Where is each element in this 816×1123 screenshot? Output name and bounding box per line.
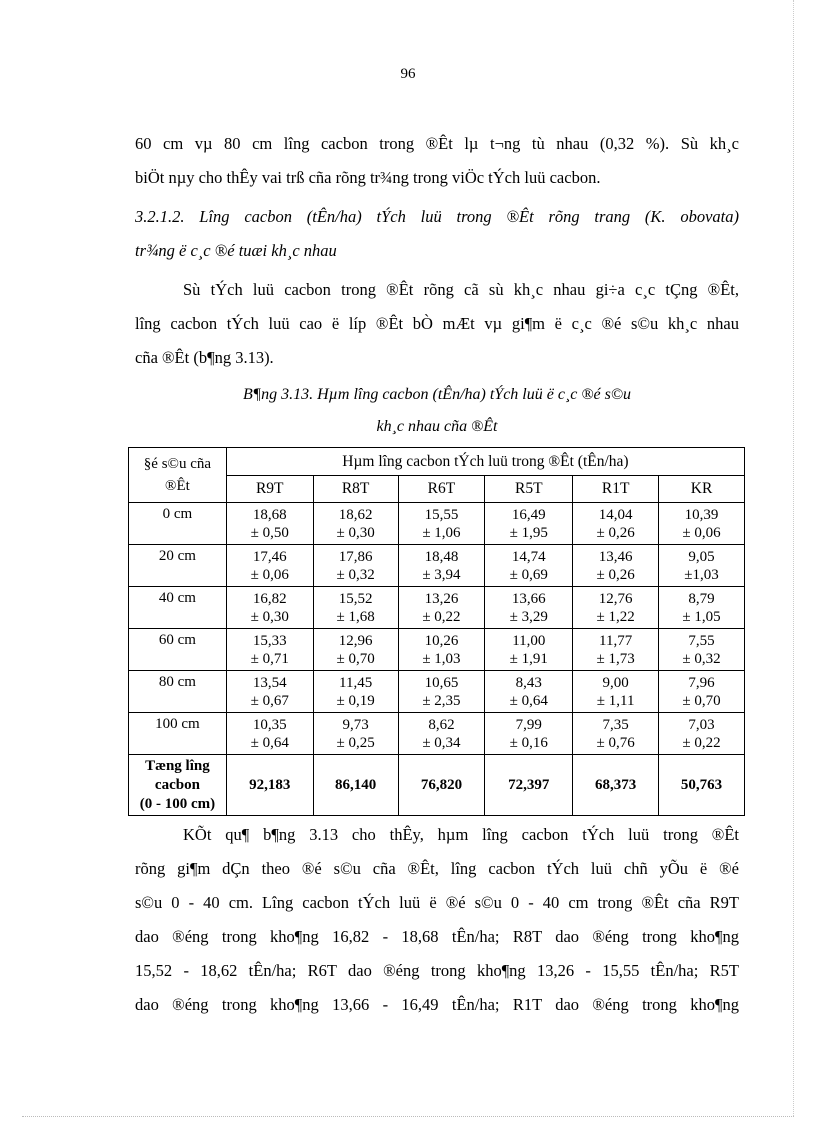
error-value: ± 0,70 (336, 650, 375, 667)
mean-value: 9,00 (602, 674, 629, 691)
error-value: ± 0,06 (250, 566, 289, 583)
value-cell (485, 671, 573, 713)
value-cell (398, 545, 485, 587)
value-cell (226, 545, 313, 587)
error-value: ± 2,35 (422, 692, 461, 709)
page-number: 96 (400, 66, 416, 82)
mean-value: 10,65 (424, 674, 459, 691)
value-cell (226, 671, 313, 713)
value-cell (226, 713, 313, 755)
table-row (129, 587, 745, 629)
value-cell (659, 629, 745, 671)
total-label-line: Tæng lîng (145, 757, 210, 774)
value-cell (573, 545, 659, 587)
error-value: ± 0,06 (682, 524, 721, 541)
value-cell (313, 671, 398, 713)
column-header: KR (659, 476, 745, 503)
error-value: ± 1,22 (596, 608, 635, 625)
value-cell (398, 671, 485, 713)
table-row (129, 671, 745, 713)
value-cell (313, 587, 398, 629)
error-value: ± 1,91 (509, 650, 548, 667)
column-header: R5T (485, 476, 573, 503)
paragraph-line: s©u 0 - 40 cm. Lîng cacbon tÝch luü ë ®é s©u 0 - 40 cm trong ®Êt cña R9T (135, 893, 739, 912)
error-value: ± 3,94 (422, 566, 461, 583)
value-cell (573, 503, 659, 545)
mean-value: 7,03 (688, 716, 715, 733)
value-cell (573, 629, 659, 671)
paragraph-line: lîng cacbon tÝch luü cao ë líp ®Êt bÒ mÆt vµ gi¶m ë c¸c ®é s©u kh¸c nhau (135, 314, 739, 333)
mean-value: 9,73 (342, 716, 369, 733)
mean-value: 13,46 (598, 548, 633, 565)
value-cell (485, 629, 573, 671)
error-value: ± 0,26 (596, 566, 635, 583)
mean-value: 15,52 (338, 590, 373, 607)
paragraph-line: KÕt qu¶ b¶ng 3.13 cho thÊy, hµm lîng cacbon tÝch luü trong ®Êt (183, 825, 739, 844)
error-value: ± 1,73 (596, 650, 635, 667)
mean-value: 13,26 (424, 590, 459, 607)
mean-value: 15,33 (252, 632, 287, 649)
paragraph-line: Sù tÝch luü cacbon trong ®Êt rõng cã sù kh¸c nhau gi÷a c¸c tÇng ®Êt, (183, 280, 739, 299)
mean-value: 17,46 (252, 548, 287, 565)
mean-value: 14,04 (598, 506, 633, 523)
mean-value: 18,68 (252, 506, 287, 523)
mean-value: 17,86 (338, 548, 373, 565)
depth-cell: 80 cm (129, 671, 227, 713)
paragraph-intro (135, 273, 739, 375)
depth-cell: 100 cm (129, 713, 227, 755)
error-value: ± 0,70 (682, 692, 721, 709)
error-value: ± 0,19 (336, 692, 375, 709)
error-value: ± 0,76 (596, 734, 635, 751)
value-cell (573, 671, 659, 713)
caption-line: B¶ng 3.13. Hµm lîng cacbon (tÊn/ha) tÝch luü ë c¸c ®é s©u (242, 386, 632, 403)
value-cell (659, 587, 745, 629)
error-value: ± 0,50 (250, 524, 289, 541)
group-header: Hµm lîng cacbon tÝch luü trong ®Êt (tÊn/ha) (226, 448, 744, 476)
mean-value: 16,49 (511, 506, 546, 523)
depth-cell: 40 cm (129, 587, 227, 629)
mean-value: 7,96 (688, 674, 715, 691)
column-header: R6T (398, 476, 485, 503)
value-cell (226, 629, 313, 671)
error-value: ± 1,11 (596, 692, 635, 709)
mean-value: 7,99 (515, 716, 542, 733)
error-value: ±1,03 (684, 566, 719, 583)
paragraph-line: dao ®éng trong kho¶ng 16,82 - 18,68 tÊn/ha; R8T dao ®éng trong kho¶ng (135, 927, 739, 946)
paragraph-line: cña ®Êt (b¶ng 3.13). (135, 348, 274, 367)
paragraph-line: rõng gi¶m dÇn theo ®é s©u cña ®Êt, lîng cacbon tÝch luü chñ yÕu ë ®é (135, 859, 739, 878)
mean-value: 8,43 (515, 674, 542, 691)
error-value: ± 0,30 (250, 608, 289, 625)
error-value: ± 0,67 (250, 692, 289, 709)
error-value: ± 0,22 (682, 734, 721, 751)
mean-value: 11,77 (599, 632, 633, 649)
value-cell (398, 587, 485, 629)
mean-value: 13,66 (511, 590, 546, 607)
value-cell (485, 713, 573, 755)
mean-value: 8,79 (688, 590, 715, 607)
paragraph-line: 15,52 - 18,62 tÊn/ha; R6T dao ®éng trong kho¶ng 13,26 - 15,55 tÊn/ha; R5T (135, 961, 739, 980)
column-header: R8T (313, 476, 398, 503)
value-cell (573, 713, 659, 755)
value-cell (659, 503, 745, 545)
depth-cell: 0 cm (129, 503, 227, 545)
column-header: R9T (226, 476, 313, 503)
mean-value: 12,96 (338, 632, 373, 649)
value-cell (485, 545, 573, 587)
value-cell (398, 503, 485, 545)
heading-line: tr¾ng ë c¸c ®é tuæi kh¸c nhau (135, 241, 337, 260)
mean-value: 16,82 (252, 590, 287, 607)
total-label-line: (0 - 100 cm) (139, 795, 216, 812)
error-value: ± 0,32 (682, 650, 721, 667)
value-cell (313, 503, 398, 545)
total-cell: 92,183 (226, 755, 313, 816)
value-cell (573, 587, 659, 629)
paragraph-line: dao ®éng trong kho¶ng 13,66 - 16,49 tÊn/ha; R1T dao ®éng trong kho¶ng (135, 995, 739, 1014)
error-value: ± 1,95 (509, 524, 548, 541)
total-cell: 68,373 (573, 755, 659, 816)
mean-value: 18,48 (424, 548, 459, 565)
value-cell (659, 545, 745, 587)
mean-value: 10,39 (684, 506, 719, 523)
mean-value: 8,62 (428, 716, 455, 733)
depth-header: §é s©u cña ®Êt (129, 448, 227, 503)
error-value: ± 0,71 (250, 650, 289, 667)
mean-value: 13,54 (252, 674, 287, 691)
total-cell: 50,763 (659, 755, 745, 816)
error-value: ± 3,29 (509, 608, 548, 625)
value-cell (485, 587, 573, 629)
depth-cell: 60 cm (129, 629, 227, 671)
column-header: R1T (573, 476, 659, 503)
value-cell (226, 503, 313, 545)
heading-line: 3.2.1.2. Lîng cacbon (tÊn/ha) tÝch luü trong ®Êt rõng trang (K. obovata) (135, 207, 739, 226)
mean-value: 7,35 (602, 716, 629, 733)
mean-value: 7,55 (688, 632, 715, 649)
value-cell (659, 713, 745, 755)
error-value: ± 0,64 (509, 692, 548, 709)
mean-value: 18,62 (338, 506, 373, 523)
total-label (129, 755, 227, 816)
error-value: ± 0,64 (250, 734, 289, 751)
total-cell: 86,140 (313, 755, 398, 816)
table-row (129, 545, 745, 587)
depth-cell: 20 cm (129, 545, 227, 587)
section-heading (135, 200, 739, 268)
error-value: ± 1,05 (682, 608, 721, 625)
mean-value: 11,00 (512, 632, 546, 649)
paragraph-continuation (135, 127, 739, 195)
table-caption (135, 379, 739, 443)
value-cell (485, 503, 573, 545)
total-cell: 76,820 (398, 755, 485, 816)
table-row (129, 713, 745, 755)
page-right-divider (793, 0, 794, 1116)
error-value: ± 0,32 (336, 566, 375, 583)
table-row (129, 503, 745, 545)
mean-value: 10,26 (424, 632, 459, 649)
error-value: ± 0,26 (596, 524, 635, 541)
mean-value: 11,45 (339, 674, 373, 691)
mean-value: 12,76 (598, 590, 633, 607)
value-cell (313, 713, 398, 755)
table-row (129, 629, 745, 671)
mean-value: 15,55 (424, 506, 459, 523)
caption-line: kh¸c nhau cña ®Êt (376, 418, 498, 435)
error-value: ± 1,68 (336, 608, 375, 625)
error-value: ± 0,25 (336, 734, 375, 751)
error-value: ± 1,06 (422, 524, 461, 541)
error-value: ± 0,16 (509, 734, 548, 751)
value-cell (398, 629, 485, 671)
paragraph-line: biÖt nµy cho thÊy vai trß cña rõng tr¾ng trong viÖc tÝch luü cacbon. (135, 168, 601, 187)
value-cell (313, 545, 398, 587)
value-cell (313, 629, 398, 671)
error-value: ± 0,69 (509, 566, 548, 583)
error-value: ± 0,30 (336, 524, 375, 541)
mean-value: 14,74 (511, 548, 546, 565)
paragraph-results (135, 818, 739, 1022)
value-cell (659, 671, 745, 713)
total-label-line: cacbon (154, 776, 200, 793)
mean-value: 10,35 (252, 716, 287, 733)
error-value: ± 0,34 (422, 734, 461, 751)
value-cell (398, 713, 485, 755)
value-cell (226, 587, 313, 629)
carbon-table (128, 447, 745, 816)
page-bottom-divider (22, 1116, 794, 1117)
mean-value: 9,05 (688, 548, 715, 565)
paragraph-line: 60 cm vµ 80 cm lîng cacbon trong ®Êt lµ t¬ng tù nhau (0,32 %). Sù kh¸c (135, 134, 739, 153)
error-value: ± 1,03 (422, 650, 461, 667)
total-cell: 72,397 (485, 755, 573, 816)
error-value: ± 0,22 (422, 608, 461, 625)
